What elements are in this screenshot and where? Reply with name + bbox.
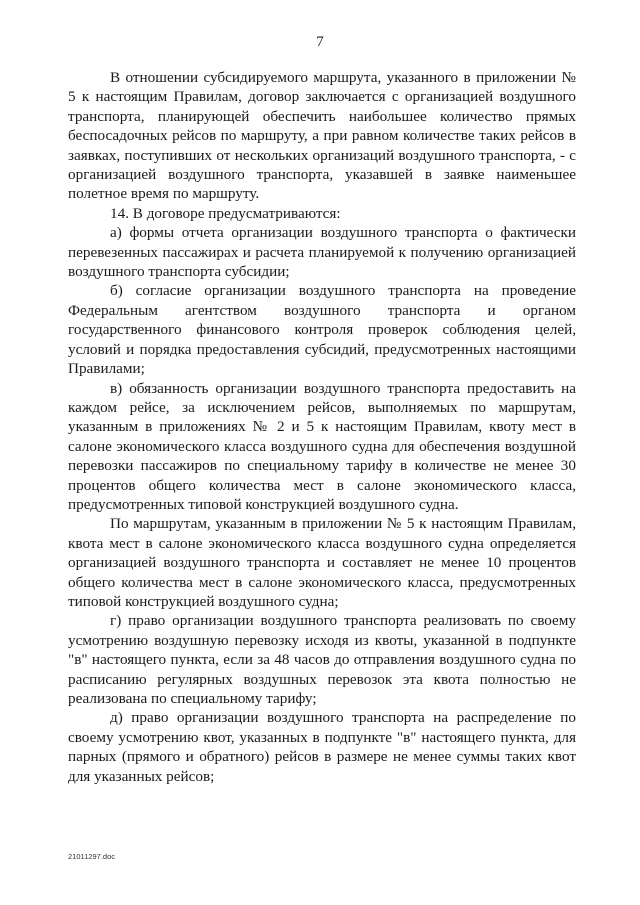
paragraph-14-b: б) согласие организации воздушного транспорта на проведение Федеральным агентством воздушного транспорта и органом государственного финансового контроля проверок соблюдения целей, условий и порядка предоставления субсидий, предусмотренных настоящими Правилами; xyxy=(68,282,576,378)
paragraph-route-selection: В отношении субсидируемого маршрута, указанного в приложении № 5 к настоящим Правилам, договор заключается с организацией воздушного транспорта, планирующей обеспечить наибольшее количество прямых беспосадочных рейсов по маршруту, а при равном количестве таких рейсов в заявках, поступивших от нескольких организаций воздушного транспорта, - с организацией воздушного транспорта, указавшей в заявке наименьшее полетное время по маршруту. xyxy=(68,69,576,203)
paragraph-14-a: а) формы отчета организации воздушного транспорта о фактически перевезенных пассажирах и расчета планируемой к получению организацией воздушного транспорта субсидии; xyxy=(68,224,576,281)
paragraph-14-v: в) обязанность организации воздушного транспорта предоставить на каждом рейсе, за исключением рейсов, выполняемых по маршрутам, указанным в приложениях № 2 и 5 к настоящим Правилам, квоту мест в салоне экономического класса воздушного судна для обеспечения воздушной перевозки пассажиров по специальному тарифу в количестве не менее 30 процентов общего количества мест в салоне экономического класса, предусмотренных типовой конструкцией воздушного судна. xyxy=(68,379,576,513)
file-name-footer: 21011297.doc xyxy=(68,852,115,861)
paragraph-14-d: д) право организации воздушного транспорта на распределение по своему усмотрению квот, указанных в подпункте "в" настоящего пункта, для парных (прямого и обратного) рейсов в размере не менее суммы таких квот для указанных рейсов; xyxy=(68,709,576,785)
document-body xyxy=(68,68,576,786)
paragraph-14-g: г) право организации воздушного транспорта реализовать по своему усмотрению воздушную перевозку исходя из квоты, указанной в подпункте "в" настоящего пункта, если за 48 часов до отправления воздушного судна по расписанию регулярных воздушных перевозок эта квота полностью не реализована по специальному тарифу; xyxy=(68,612,576,707)
paragraph-14-v-quota: По маршрутам, указанным в приложении № 5 к настоящим Правилам, квота мест в салоне экономического класса воздушного судна определяется организацией воздушного транспорта и составляет не менее 10 процентов общего количества мест в салоне экономического класса, предусмотренных типовой конструкцией воздушного судна; xyxy=(68,515,576,610)
page-number: 7 xyxy=(316,34,324,50)
paragraph-14-heading: 14. В договоре предусматриваются: xyxy=(110,204,341,222)
